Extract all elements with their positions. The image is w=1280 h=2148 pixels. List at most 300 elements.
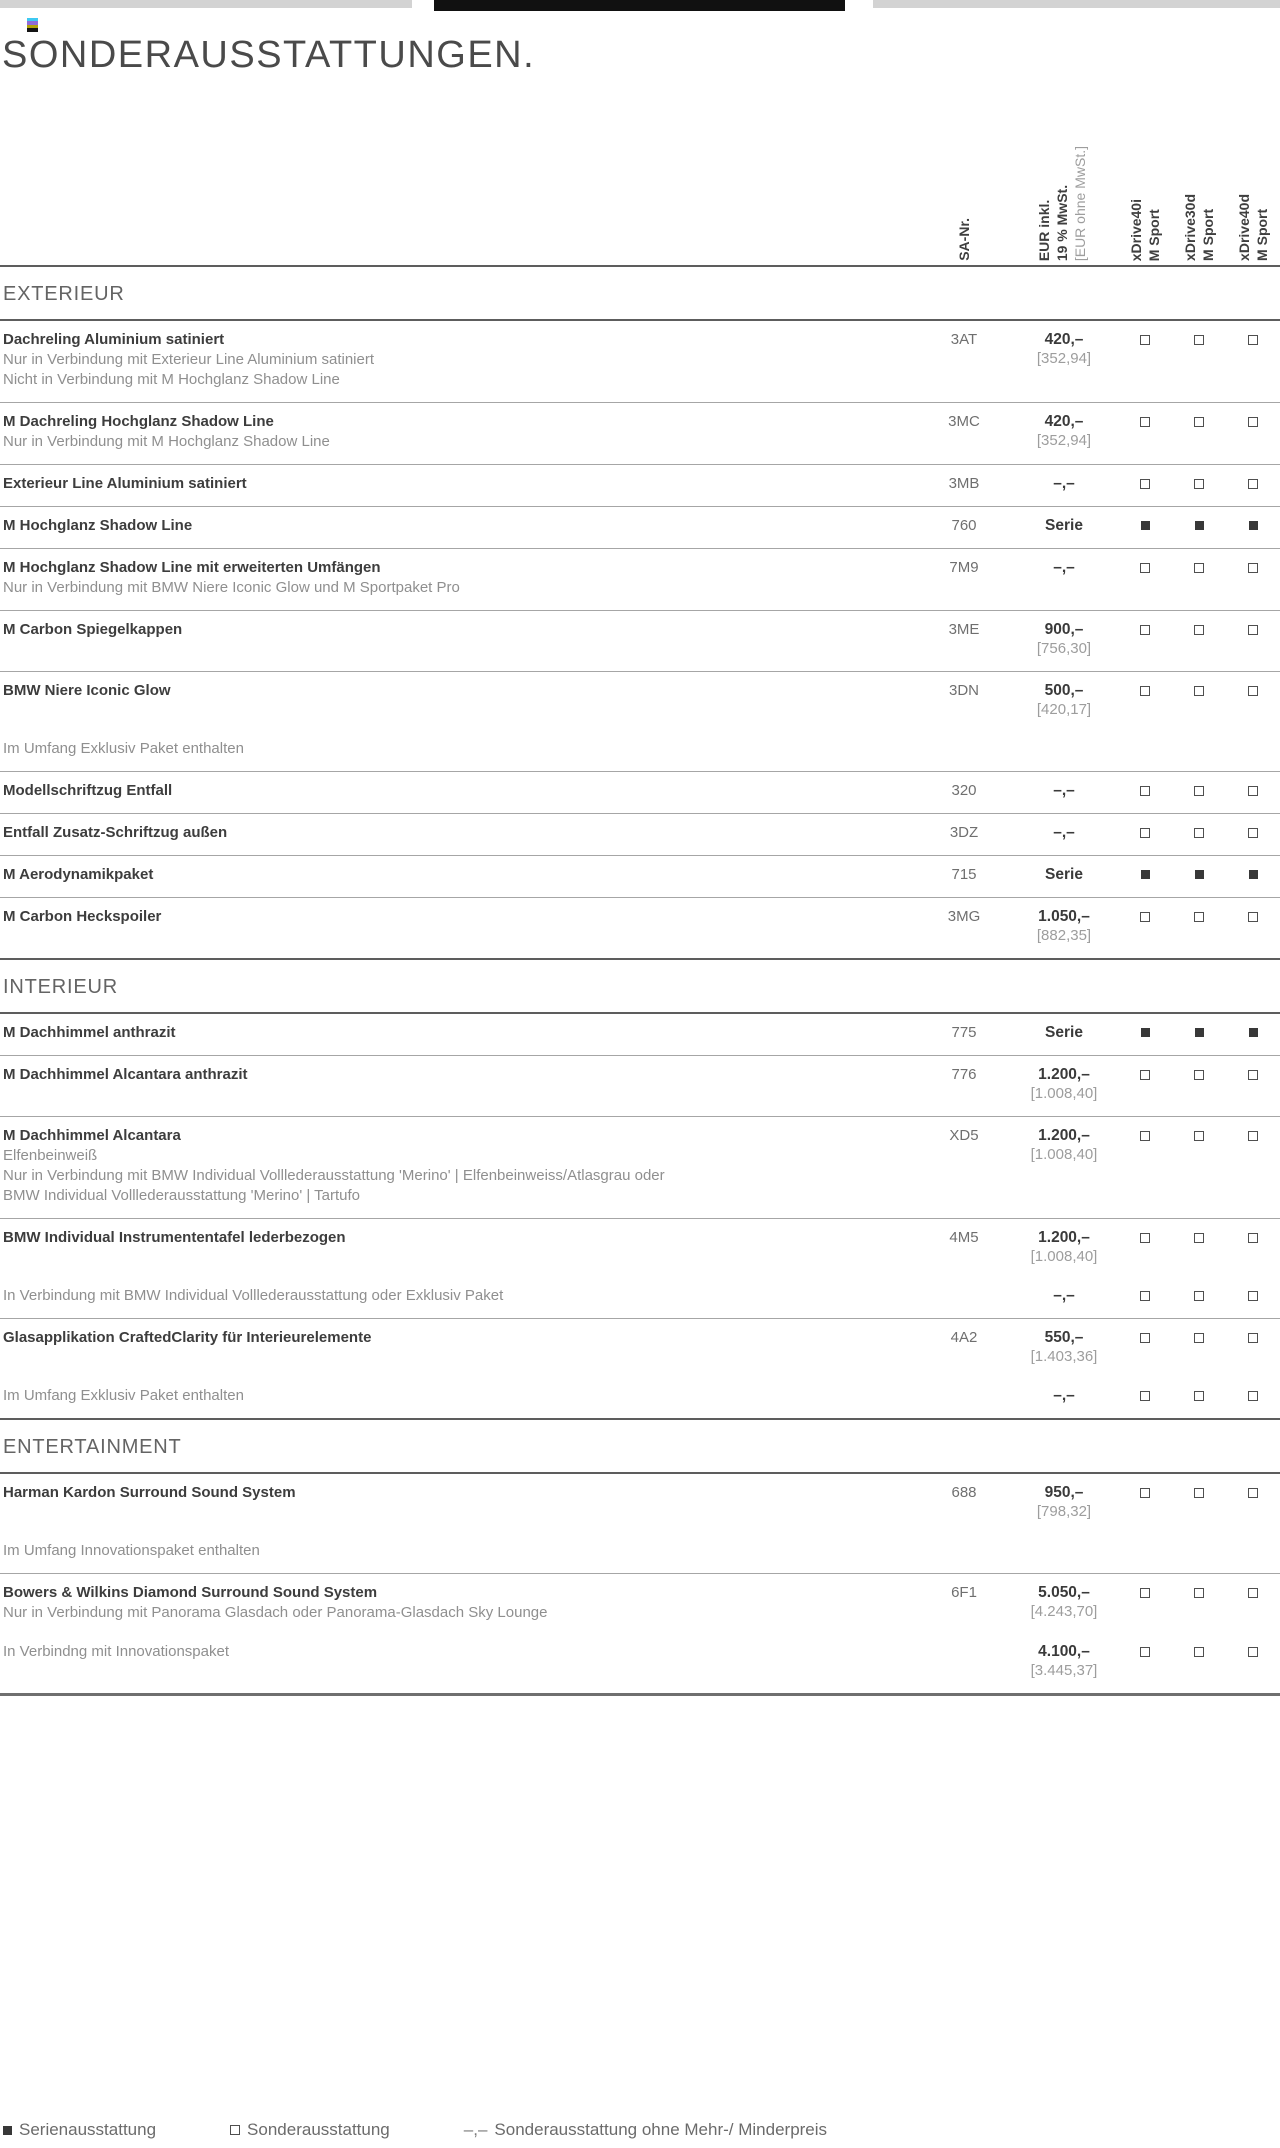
table-row	[0, 1014, 1280, 1056]
table-row-main	[0, 865, 1280, 884]
option-square-icon	[1248, 335, 1258, 345]
mark-cell	[1226, 1642, 1280, 1657]
name-cell	[0, 907, 918, 926]
table-row-main	[0, 474, 1280, 493]
mark-cell	[1172, 1386, 1226, 1401]
price-gross: 4.100,–	[1038, 1643, 1090, 1660]
item-name: Modellschriftzug Entfall	[3, 782, 173, 799]
sa-number: 4M5	[949, 1229, 979, 1246]
table-subrow	[0, 1642, 1280, 1680]
price-gross: Serie	[1045, 1024, 1083, 1041]
mark-cell	[1226, 1126, 1280, 1141]
item-note: Elfenbeinweiß	[3, 1147, 98, 1164]
table-row-main	[0, 1023, 1280, 1042]
legend-label: Sonderausstattung	[247, 2120, 390, 2139]
legend-item-dash	[464, 2120, 827, 2140]
price-cell	[1010, 1065, 1118, 1103]
option-square-icon	[1194, 625, 1204, 635]
mark-cell	[1172, 474, 1226, 489]
option-square-icon	[1248, 1291, 1258, 1301]
table-row	[0, 1117, 1280, 1219]
option-square-icon	[1248, 786, 1258, 796]
option-square-icon	[1194, 1488, 1204, 1498]
price-net: [882,35]	[1036, 927, 1092, 944]
table-subrow	[0, 1541, 1280, 1560]
name-cell	[0, 823, 918, 842]
sa-number: 688	[951, 1484, 977, 1501]
table-row-main	[0, 1228, 1280, 1266]
price-gross: Serie	[1045, 866, 1083, 883]
option-square-icon	[1140, 335, 1150, 345]
legend-item-option	[230, 2120, 390, 2140]
item-name: M Dachhimmel Alcantara	[3, 1127, 181, 1144]
item-name: Entfall Zusatz-Schriftzug außen	[3, 824, 228, 841]
mark-cell	[1172, 620, 1226, 635]
item-note: In Verbindng mit Innovationspaket	[3, 1643, 229, 1660]
option-square-icon	[1140, 1131, 1150, 1141]
table-row	[0, 611, 1280, 672]
mark-cell	[1118, 1328, 1172, 1343]
mark-cell	[1118, 865, 1172, 879]
price-cell	[1010, 907, 1118, 945]
item-name: Glasapplikation CraftedClarity für Interieurelemente	[3, 1329, 372, 1346]
mark-cell	[1226, 823, 1280, 838]
sa-number: 775	[951, 1024, 977, 1041]
price-cell	[1010, 1286, 1118, 1305]
price-gross: 1.200,–	[1038, 1066, 1090, 1083]
item-name: M Dachreling Hochglanz Shadow Line	[3, 413, 274, 430]
table-subrow	[0, 1386, 1280, 1405]
mark-cell	[1172, 1228, 1226, 1243]
option-square-icon	[1140, 1588, 1150, 1598]
mark-cell	[1226, 1065, 1280, 1080]
price-cell	[1010, 474, 1118, 493]
option-square-icon	[1194, 417, 1204, 427]
item-name: M Carbon Spiegelkappen	[3, 621, 183, 638]
option-square-icon	[1194, 686, 1204, 696]
mark-cell	[1172, 823, 1226, 838]
item-note: Nicht in Verbindung mit M Hochglanz Shadow Line	[3, 371, 340, 388]
price-net: [1.008,40]	[1030, 1248, 1098, 1265]
mark-cell	[1226, 1286, 1280, 1301]
column-header-line: xDrive30d	[1182, 194, 1198, 261]
sa-number: XD5	[949, 1127, 979, 1144]
option-square-icon	[1140, 786, 1150, 796]
table-row	[0, 1319, 1280, 1418]
mark-cell	[1226, 1483, 1280, 1498]
option-square-icon	[1140, 686, 1150, 696]
option-square-icon	[1140, 625, 1150, 635]
price-cell	[1010, 1228, 1118, 1266]
mark-cell	[1172, 1642, 1226, 1657]
option-square-icon	[1248, 1588, 1258, 1598]
mark-cell	[1118, 1642, 1172, 1657]
price-gross: 950,–	[1044, 1484, 1084, 1501]
dash-symbol: –,–	[463, 2120, 488, 2139]
table-row-main	[0, 1126, 1280, 1205]
table-row	[0, 1056, 1280, 1117]
price-gross: Serie	[1045, 517, 1083, 534]
mark-cell	[1118, 474, 1172, 489]
option-square-icon	[1140, 1233, 1150, 1243]
price-net: [420,17]	[1036, 701, 1092, 718]
mark-cell	[1118, 620, 1172, 635]
series-square-icon	[1249, 521, 1258, 530]
mark-cell	[1226, 1386, 1280, 1401]
option-square-icon	[1248, 1131, 1258, 1141]
mark-cell	[1172, 1065, 1226, 1080]
mark-cell	[1172, 1583, 1226, 1598]
item-name: Harman Kardon Surround Sound System	[3, 1484, 296, 1501]
price-cell	[1010, 1483, 1118, 1521]
option-square-icon	[1194, 786, 1204, 796]
series-square-icon	[1195, 521, 1204, 530]
mark-cell	[1172, 681, 1226, 696]
mark-cell	[1118, 1023, 1172, 1037]
name-cell	[0, 865, 918, 884]
column-header-subline: [EUR ohne MwSt.]	[1072, 145, 1088, 261]
mark-cell	[1226, 1023, 1280, 1037]
series-square-icon	[1195, 870, 1204, 879]
table-row-main	[0, 781, 1280, 800]
series-square-icon	[3, 2126, 12, 2135]
price-cell	[1010, 681, 1118, 719]
table-row-main	[0, 558, 1280, 597]
price-cell	[1010, 1642, 1118, 1680]
name-cell	[0, 1483, 918, 1502]
option-square-icon	[1248, 479, 1258, 489]
option-square-icon	[1140, 828, 1150, 838]
price-cell	[1010, 1023, 1118, 1042]
item-name: M Hochglanz Shadow Line mit erweiterten Umfängen	[3, 559, 381, 576]
mark-cell	[1172, 1286, 1226, 1301]
sa-number: 3MB	[948, 475, 980, 492]
price-net: [1.008,40]	[1030, 1146, 1098, 1163]
mark-cell	[1118, 1386, 1172, 1401]
item-name: M Aerodynamikpaket	[3, 866, 154, 883]
table-subrow	[0, 1286, 1280, 1305]
item-note: Im Umfang Exklusiv Paket enthalten	[3, 1387, 244, 1404]
option-square-icon	[1194, 1291, 1204, 1301]
legend	[3, 2120, 827, 2140]
price-cell	[1010, 620, 1118, 658]
name-cell	[0, 1541, 918, 1560]
name-cell	[0, 1126, 918, 1205]
option-square-icon	[1248, 625, 1258, 635]
column-header-price	[1035, 146, 1089, 261]
price-gross: –,–	[1053, 1287, 1075, 1304]
item-note: Im Umfang Exklusiv Paket enthalten	[3, 740, 244, 757]
option-square-icon	[1140, 563, 1150, 573]
sa-number: 7M9	[949, 559, 979, 576]
item-name: Exterieur Line Aluminium satiniert	[3, 475, 247, 492]
table-row	[0, 772, 1280, 814]
mark-cell	[1172, 907, 1226, 922]
table-row	[0, 814, 1280, 856]
mark-cell	[1118, 823, 1172, 838]
price-gross: –,–	[1053, 782, 1075, 799]
column-header-line: xDrive40i	[1128, 198, 1144, 261]
item-note: Nur in Verbindung mit M Hochglanz Shadow Line	[3, 433, 330, 450]
price-gross: –,–	[1053, 824, 1075, 841]
table-row	[0, 1574, 1280, 1693]
price-gross: 900,–	[1044, 621, 1084, 638]
name-cell	[0, 330, 918, 389]
mark-cell	[1172, 1328, 1226, 1343]
table-row-main	[0, 681, 1280, 719]
option-square-icon	[1248, 912, 1258, 922]
mark-cell	[1172, 558, 1226, 573]
mark-cell	[1226, 474, 1280, 489]
column-header-model-xDrive40d	[1235, 194, 1271, 261]
option-square-icon	[1194, 1131, 1204, 1141]
item-name: M Dachhimmel anthrazit	[3, 1024, 176, 1041]
price-gross: –,–	[1053, 1387, 1075, 1404]
price-gross: 420,–	[1044, 331, 1084, 348]
mark-cell	[1118, 1228, 1172, 1243]
price-net: [352,94]	[1036, 432, 1092, 449]
column-header-line: EUR inkl.	[1036, 199, 1052, 261]
option-square-icon	[1248, 1333, 1258, 1343]
name-cell	[0, 681, 918, 700]
mark-cell	[1226, 516, 1280, 530]
price-cell	[1010, 1126, 1118, 1164]
option-square-icon	[1248, 828, 1258, 838]
price-net: [1.008,40]	[1030, 1085, 1098, 1102]
column-header-model-xDrive30d	[1181, 194, 1217, 261]
price-cell	[1010, 330, 1118, 368]
sa-number: 3ME	[948, 621, 980, 638]
column-header-line: M Sport	[1146, 208, 1162, 261]
table-row	[0, 403, 1280, 465]
item-note: In Verbindung mit BMW Individual Volllederausstattung oder Exklusiv Paket	[3, 1287, 504, 1304]
price-net: [756,30]	[1036, 640, 1092, 657]
price-net: [4.243,70]	[1030, 1603, 1098, 1620]
section-title: EXTERIEUR	[0, 265, 1280, 321]
column-header-line: M Sport	[1200, 208, 1216, 261]
table-row-main	[0, 823, 1280, 842]
mark-cell	[1118, 781, 1172, 796]
name-cell	[0, 558, 918, 597]
option-square-icon	[1248, 417, 1258, 427]
mark-cell	[1118, 1126, 1172, 1141]
sa-number: 776	[951, 1066, 977, 1083]
mark-cell	[1172, 412, 1226, 427]
sa-number: 3DZ	[949, 824, 979, 841]
price-gross: 1.200,–	[1038, 1127, 1090, 1144]
option-square-icon	[1194, 1588, 1204, 1598]
table-row-main	[0, 412, 1280, 451]
sa-number: 760	[951, 517, 977, 534]
section-title: ENTERTAINMENT	[0, 1418, 1280, 1474]
table-row	[0, 507, 1280, 549]
option-square-icon	[1248, 1647, 1258, 1657]
item-note: Nur in Verbindung mit Panorama Glasdach oder Panorama-Glasdach Sky Lounge	[3, 1604, 548, 1621]
name-cell	[0, 1642, 918, 1661]
page-title: SONDERAUSSTATTUNGEN.	[2, 34, 536, 76]
option-square-icon	[1140, 1488, 1150, 1498]
option-square-icon	[1194, 563, 1204, 573]
sa-number: 320	[951, 782, 977, 799]
option-square-icon	[1140, 1647, 1150, 1657]
mark-cell	[1118, 1483, 1172, 1498]
item-note: Nur in Verbindung mit BMW Niere Iconic Glow und M Sportpaket Pro	[3, 579, 460, 596]
table-row-main	[0, 516, 1280, 535]
mark-cell	[1172, 1483, 1226, 1498]
price-gross: 500,–	[1044, 682, 1084, 699]
price-gross: 550,–	[1044, 1329, 1084, 1346]
name-cell	[0, 1065, 918, 1084]
item-note: BMW Individual Volllederausstattung 'Merino' | Tartufo	[3, 1187, 361, 1204]
name-cell	[0, 1023, 918, 1042]
option-square-icon	[1194, 1233, 1204, 1243]
name-cell	[0, 739, 918, 758]
option-square-icon	[1194, 828, 1204, 838]
option-square-icon	[1194, 1391, 1204, 1401]
price-gross: 1.200,–	[1038, 1229, 1090, 1246]
price-cell	[1010, 558, 1118, 577]
option-square-icon	[1248, 1070, 1258, 1080]
item-name: M Hochglanz Shadow Line	[3, 517, 193, 534]
column-header-line: M Sport	[1254, 208, 1270, 261]
price-cell	[1010, 823, 1118, 842]
mark-cell	[1118, 1583, 1172, 1598]
mark-cell	[1226, 412, 1280, 427]
mark-cell	[1172, 781, 1226, 796]
price-cell	[1010, 1386, 1118, 1405]
column-header-model-xDrive40i	[1127, 199, 1163, 261]
table-row	[0, 672, 1280, 772]
table-row	[0, 898, 1280, 958]
table-subrow	[0, 739, 1280, 758]
sa-number: 3DN	[948, 682, 979, 699]
series-square-icon	[1141, 1028, 1150, 1037]
mark-cell	[1226, 681, 1280, 696]
option-square-icon	[1194, 479, 1204, 489]
item-note: Im Umfang Innovationspaket enthalten	[3, 1542, 260, 1559]
option-square-icon	[1194, 912, 1204, 922]
sa-number: 3MG	[947, 908, 981, 925]
table-section	[0, 1418, 1280, 1693]
table-row	[0, 1474, 1280, 1574]
table-row-main	[0, 620, 1280, 658]
mark-cell	[1172, 1126, 1226, 1141]
column-header-line: 19 % MwSt.	[1054, 184, 1070, 261]
price-cell	[1010, 1583, 1118, 1621]
column-header-sa	[955, 218, 973, 261]
table-row-main	[0, 1328, 1280, 1366]
price-cell	[1010, 1328, 1118, 1366]
option-square-icon	[1248, 563, 1258, 573]
price-cell	[1010, 412, 1118, 450]
price-cell	[1010, 516, 1118, 535]
mark-cell	[1226, 907, 1280, 922]
mark-cell	[1118, 681, 1172, 696]
mark-cell	[1118, 330, 1172, 345]
sa-number: 3AT	[950, 331, 978, 348]
option-square-icon	[1194, 1333, 1204, 1343]
option-square-icon	[1140, 417, 1150, 427]
item-note: Nur in Verbindung mit BMW Individual Volllederausstattung 'Merino' | Elfenbeinweiss/Atlasgrau oder	[3, 1167, 665, 1184]
table-row	[0, 549, 1280, 611]
series-square-icon	[1249, 1028, 1258, 1037]
price-net: [1.403,36]	[1030, 1348, 1098, 1365]
table-section	[0, 958, 1280, 1418]
price-gross: –,–	[1053, 559, 1075, 576]
legend-label: Serienausstattung	[19, 2120, 157, 2139]
table-row	[0, 856, 1280, 898]
mark-cell	[1172, 865, 1226, 879]
price-gross: 420,–	[1044, 413, 1084, 430]
option-square-icon	[1248, 1391, 1258, 1401]
name-cell	[0, 1286, 918, 1305]
price-net: [798,32]	[1036, 1503, 1092, 1520]
mark-cell	[1226, 330, 1280, 345]
item-name: M Dachhimmel Alcantara anthrazit	[3, 1066, 248, 1083]
price-gross: 1.050,–	[1038, 908, 1090, 925]
section-title: INTERIEUR	[0, 958, 1280, 1014]
table-section	[0, 265, 1280, 958]
column-header-line: xDrive40d	[1236, 194, 1252, 261]
legend-label: Sonderausstattung ohne Mehr-/ Minderpreis	[494, 2120, 828, 2139]
option-square-icon	[1140, 1391, 1150, 1401]
mark-cell	[1172, 1023, 1226, 1037]
price-cell	[1010, 781, 1118, 800]
item-name: M Carbon Heckspoiler	[3, 908, 162, 925]
mark-cell	[1226, 1583, 1280, 1598]
option-square-icon	[1194, 1070, 1204, 1080]
mark-cell	[1118, 907, 1172, 922]
option-square-icon	[230, 2125, 240, 2135]
mark-cell	[1118, 412, 1172, 427]
series-square-icon	[1249, 870, 1258, 879]
item-name: BMW Niere Iconic Glow	[3, 682, 171, 699]
mark-cell	[1118, 558, 1172, 573]
name-cell	[0, 1583, 918, 1622]
item-note: Nur in Verbindung mit Exterieur Line Aluminium satiniert	[3, 351, 375, 368]
mark-cell	[1172, 516, 1226, 530]
table-row-main	[0, 1065, 1280, 1103]
name-cell	[0, 620, 918, 639]
table-row	[0, 465, 1280, 507]
name-cell	[0, 516, 918, 535]
item-name: BMW Individual Instrumententafel lederbezogen	[3, 1229, 346, 1246]
name-cell	[0, 781, 918, 800]
mark-cell	[1226, 1228, 1280, 1243]
mark-cell	[1226, 558, 1280, 573]
column-headers	[0, 0, 1280, 263]
series-square-icon	[1195, 1028, 1204, 1037]
mark-cell	[1226, 1328, 1280, 1343]
price-cell	[1010, 865, 1118, 884]
mark-cell	[1118, 1065, 1172, 1080]
option-square-icon	[1140, 912, 1150, 922]
sa-number: 3MC	[948, 413, 980, 430]
option-square-icon	[1140, 1070, 1150, 1080]
series-square-icon	[1141, 521, 1150, 530]
sa-number: 6F1	[951, 1584, 977, 1601]
sa-number: 715	[951, 866, 977, 883]
table-row-main	[0, 907, 1280, 945]
item-name: Bowers & Wilkins Diamond Surround Sound System	[3, 1584, 378, 1601]
name-cell	[0, 474, 918, 493]
mark-cell	[1226, 620, 1280, 635]
price-net: [352,94]	[1036, 350, 1092, 367]
mark-cell	[1118, 516, 1172, 530]
mark-cell	[1118, 1286, 1172, 1301]
price-gross: 5.050,–	[1038, 1584, 1090, 1601]
column-header-line: SA-Nr.	[956, 218, 972, 261]
